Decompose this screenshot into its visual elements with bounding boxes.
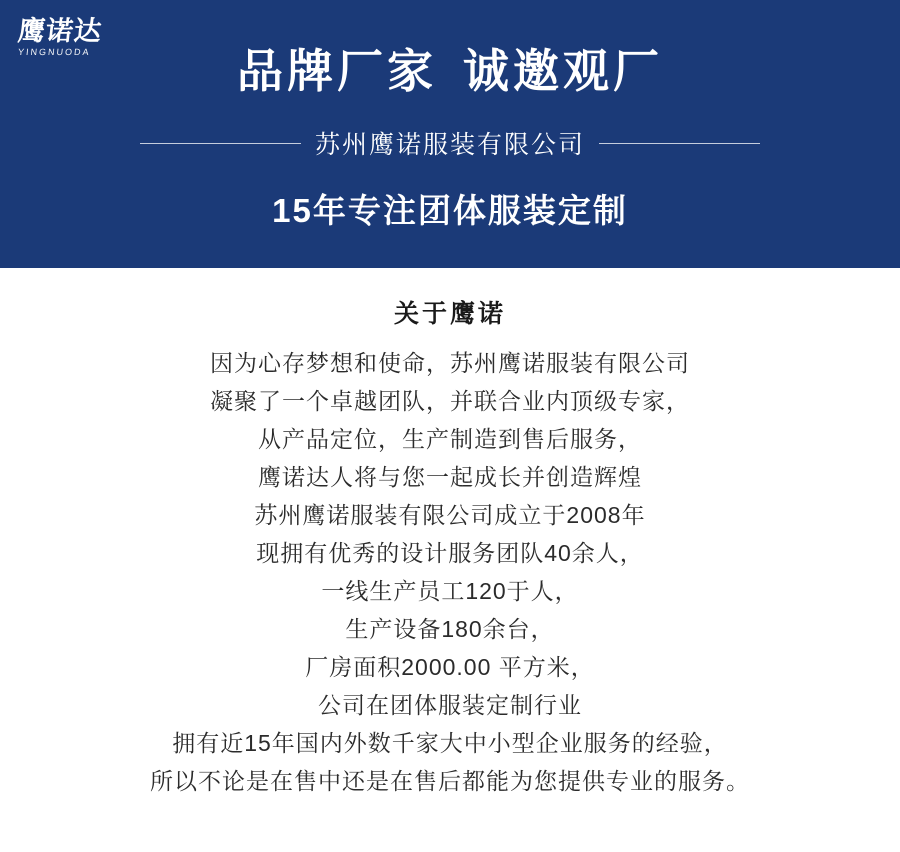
about-line: 所以不论是在售中还是在售后都能为您提供专业的服务。 <box>150 768 750 794</box>
about-line: 拥有近15年国内外数千家大中小型企业服务的经验， <box>172 730 728 756</box>
banner-headline-right: 诚邀观厂 <box>463 45 663 97</box>
header-banner <box>0 0 900 268</box>
about-line: 苏州鹰诺服装有限公司成立于2008年 <box>254 502 646 528</box>
about-line: 现拥有优秀的设计服务团队40余人， <box>256 540 644 566</box>
about-line: 因为心存梦想和使命，苏州鹰诺服装有限公司 <box>210 350 690 376</box>
company-name: 苏州鹰诺服装有限公司 <box>315 131 586 160</box>
banner-headline <box>237 44 663 99</box>
about-line: 凝聚了一个卓越团队，并联合业内顶级专家， <box>210 388 690 414</box>
brand-logo <box>18 18 128 70</box>
about-paragraph <box>0 344 900 800</box>
about-line: 从产品定位，生产制造到售后服务， <box>258 426 642 452</box>
about-line: 公司在团体服装定制行业 <box>318 692 582 718</box>
about-section <box>0 268 900 852</box>
brand-logo-text: 鹰诺达 <box>16 16 104 47</box>
about-heading: 关于鹰诺 <box>393 300 506 328</box>
about-line: 生产设备180余台， <box>345 616 555 642</box>
about-line: 鹰诺达人将与您一起成长并创造辉煌 <box>258 464 642 490</box>
about-line: 一线生产员工120于人， <box>321 578 579 604</box>
brand-logo-subtext: YINGNUODA <box>17 47 92 57</box>
company-name-row <box>140 125 760 161</box>
about-line: 厂房面积2000.00 平方米， <box>305 654 595 680</box>
rule-left <box>140 143 301 144</box>
banner-tagline: 15年专注团体服装定制 <box>272 192 628 230</box>
banner-headline-left: 品牌厂家 <box>237 45 437 97</box>
rule-right <box>599 143 760 144</box>
